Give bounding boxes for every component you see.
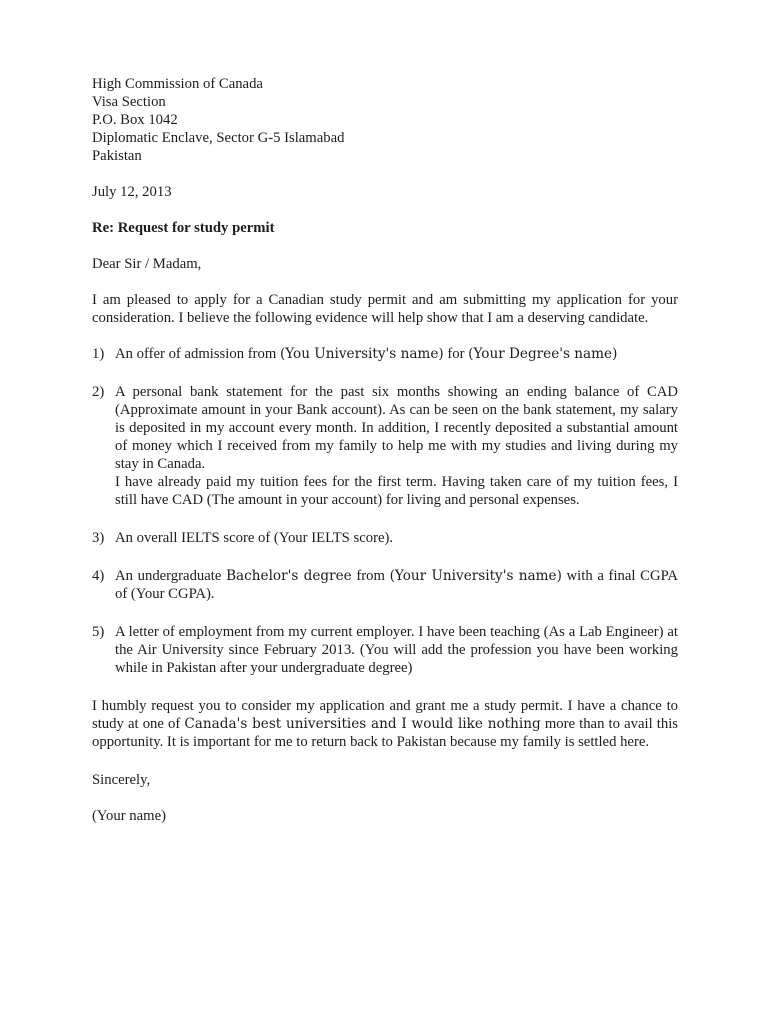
list-item-number: 3): [92, 530, 105, 546]
list-item-number: 4): [92, 568, 105, 584]
letter-date: July 12, 2013: [92, 184, 172, 200]
list-item-number: 2): [92, 384, 105, 400]
address-line-street: Diplomatic Enclave, Sector G-5 Islamabad: [92, 130, 345, 146]
closing-paragraph: I humbly request you to consider my application and grant me a study permit. I have a chance to study at one of Canada's best universities and I would like nothing more than to avail this opportunity. It is important for me to return back to Pakistan because my family is settled here.: [92, 698, 679, 750]
address-line-organization: High Commission of Canada: [92, 76, 263, 92]
list-item-text: [115, 529, 678, 547]
subject-line: Re: Request for study permit: [92, 220, 275, 236]
address-line-country: Pakistan: [92, 148, 142, 164]
list-item-number: 1): [92, 346, 105, 362]
list-item-text: [115, 623, 678, 677]
list-item-text: [115, 383, 678, 509]
list-item-employment-letter: [92, 623, 678, 677]
signature-placeholder: (Your name): [92, 808, 166, 824]
list-item-number: 5): [92, 624, 105, 640]
signoff: Sincerely,: [92, 772, 151, 788]
list-item-paragraph: A letter of employment from my current employer. I have been teaching (As a Lab Engineer) at the Air University since February 2013. (You will add the profession you have been working while in Pakistan after your undergraduate degree): [115, 624, 678, 676]
recipient-address: [92, 75, 678, 165]
list-item-paragraph: A personal bank statement for the past six months showing an ending balance of CAD (Approximate amount in your Bank account). As can be seen on the bank statement, my salary is deposited in my account every month. In addition, I recently deposited a substantial amount of money which I received from my family to help me with my studies and living during my stay in Canada.: [115, 384, 678, 472]
evidence-list: [92, 345, 678, 677]
list-item-paragraph: I have already paid my tuition fees for the first term. Having taken care of my tuition fees, I still have CAD (The amount in your account) for living and personal expenses.: [115, 474, 678, 508]
salutation: Dear Sir / Madam,: [92, 256, 202, 272]
list-item-text: [115, 345, 678, 363]
list-item-paragraph: An offer of admission from (You University's name) for (Your Degree's name): [115, 346, 618, 362]
list-item-ielts-score: [92, 529, 678, 547]
list-item-bachelors-degree: [92, 567, 678, 603]
list-item-bank-statement: [92, 383, 678, 509]
address-line-department: Visa Section: [92, 94, 166, 110]
list-item-admission-offer: [92, 345, 678, 363]
intro-paragraph: I am pleased to apply for a Canadian study permit and am submitting my application for your consideration. I believe the following evidence will help show that I am a deserving candidate.: [92, 292, 678, 326]
list-item-text: [115, 567, 678, 603]
address-line-po-box: P.O. Box 1042: [92, 112, 178, 128]
list-item-paragraph: An overall IELTS score of (Your IELTS score).: [115, 530, 394, 546]
list-item-paragraph: An undergraduate Bachelor's degree from (Your University's name) with a final CGPA of (Your CGPA).: [115, 568, 678, 602]
